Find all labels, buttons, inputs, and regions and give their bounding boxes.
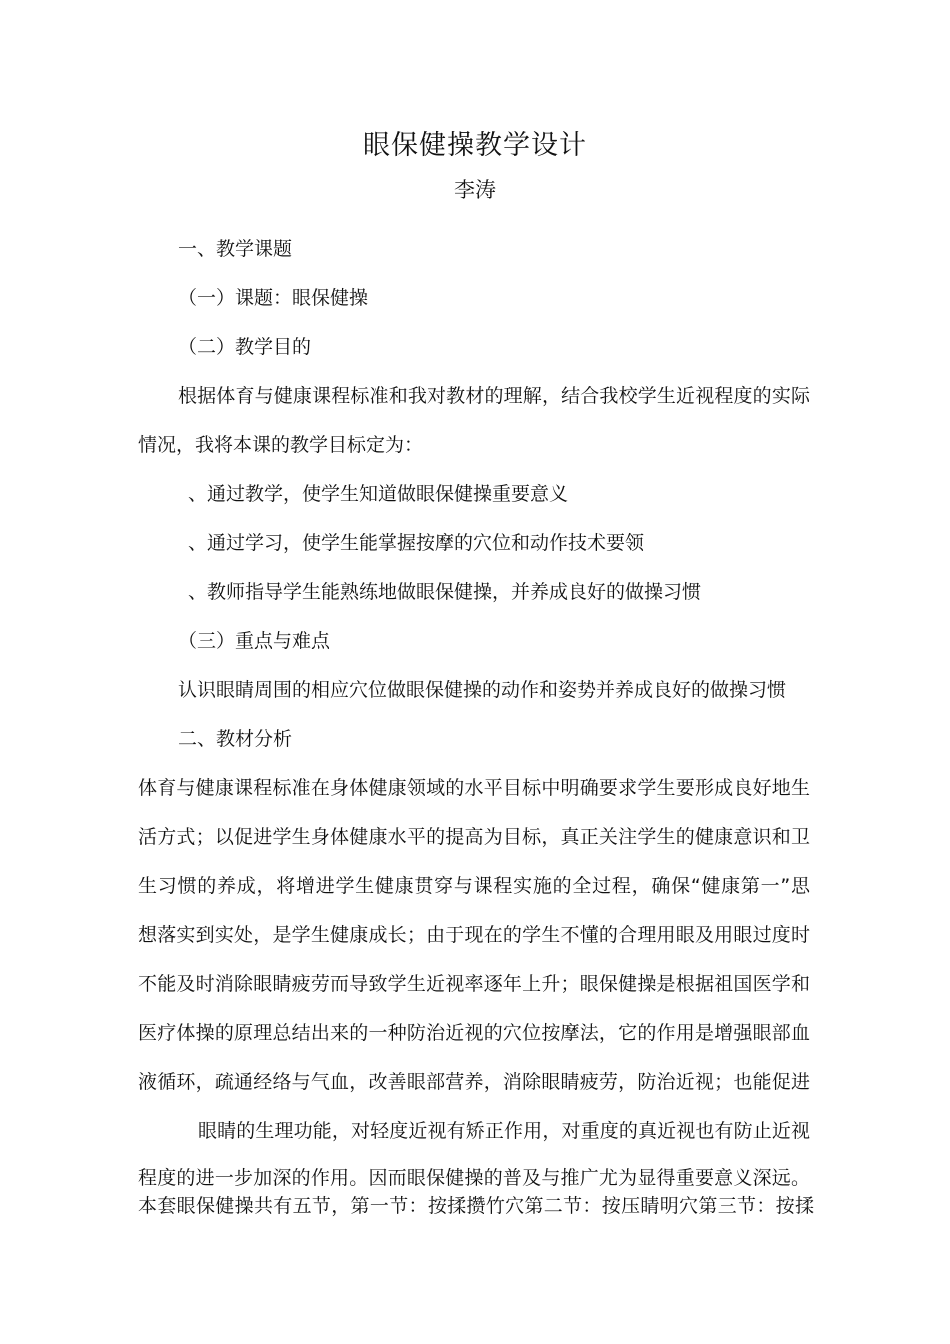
paragraph-line: 医疗体操的原理总结出来的一种防治近视的穴位按摩法，它的作用是增强眼部血 xyxy=(138,1022,810,1044)
section-heading: 二、教材分析 xyxy=(178,728,293,750)
section-heading: 一、教学课题 xyxy=(178,238,293,260)
paragraph-line: 程度的进一步加深的作用。因而眼保健操的普及与推广尤为显得重要意义深远。 xyxy=(138,1167,810,1189)
paragraph-line: 本套眼保健操共有五节，第一节：按揉攒竹穴第二节：按压睛明穴第三节：按揉 xyxy=(138,1195,814,1217)
subsection-heading: （一）课题：眼保健操 xyxy=(178,287,369,309)
paragraph-line: 眼睛的生理功能，对轻度近视有矫正作用，对重度的真近视也有防止近视 xyxy=(198,1120,810,1142)
subsection-heading: （二）教学目的 xyxy=(178,336,312,358)
paragraph-line: 不能及时消除眼睛疲劳而导致学生近视率逐年上升；眼保健操是根据祖国医学和 xyxy=(138,973,810,995)
list-item: 、通过教学，使学生知道做眼保健操重要意义 xyxy=(188,483,569,505)
subsection-heading: （三）重点与难点 xyxy=(178,630,331,652)
document-title: 眼保健操教学设计 xyxy=(363,130,587,161)
paragraph-line: 体育与健康课程标准在身体健康领域的水平目标中明确要求学生要形成良好地生 xyxy=(138,777,810,799)
paragraph-line: 想落实到实处，是学生健康成长；由于现在的学生不懂的合理用眼及用眼过度时 xyxy=(138,924,810,946)
paragraph-line: 生习惯的养成，将增进学生健康贯穿与课程实施的全过程，确保“健康第一”思 xyxy=(138,875,810,897)
list-item: 、通过学习，使学生能掌握按摩的穴位和动作技术要领 xyxy=(188,532,645,554)
paragraph-line: 认识眼睛周围的相应穴位做眼保健操的动作和姿势并养成良好的做操习惯 xyxy=(178,679,787,701)
document-author: 李涛 xyxy=(454,178,496,202)
paragraph-line: 活方式；以促进学生身体健康水平的提高为目标，真正关注学生的健康意识和卫 xyxy=(138,826,810,848)
paragraph-line: 情况，我将本课的教学目标定为： xyxy=(138,434,424,456)
paragraph-line: 液循环，疏通经络与气血，改善眼部营养，消除眼睛疲劳，防治近视；也能促进 xyxy=(138,1071,810,1093)
list-item: 、教师指导学生能熟练地做眼保健操，并养成良好的做操习惯 xyxy=(188,581,702,603)
paragraph-line: 根据体育与健康课程标准和我对教材的理解，结合我校学生近视程度的实际 xyxy=(178,385,810,407)
